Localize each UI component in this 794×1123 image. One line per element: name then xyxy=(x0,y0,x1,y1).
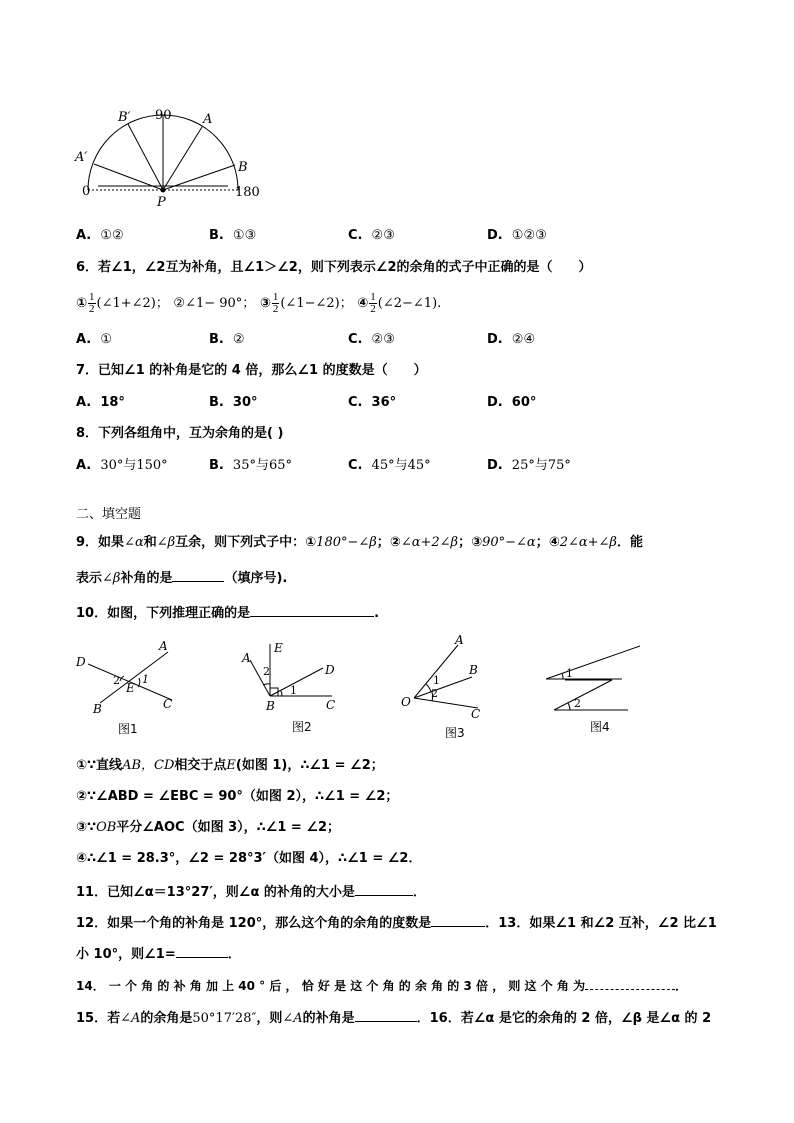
fig3-label-O: O xyxy=(401,695,411,709)
q5-option-b: B. ①③ xyxy=(209,228,257,243)
label-P: P xyxy=(157,195,166,210)
q12: 12．如果一个角的补角是 120°，那么这个角的余角的度数是 ．13．如果∠1 和∠2 互补，∠2 比∠1 xyxy=(76,916,717,931)
fig2-label-B: B xyxy=(266,699,275,713)
label-B-prime: B′ xyxy=(118,110,131,125)
q10-reason-3: ③∵OB平分∠AOC（如图 3），∴∠1 = ∠2； xyxy=(76,820,341,835)
fig4-caption: 图4 xyxy=(590,720,610,734)
q10-reason-1: ①∵直线AB，CD相交于点E(如图 1)，∴∠1 = ∠2； xyxy=(76,758,384,773)
answer-blank[interactable] xyxy=(431,914,485,927)
q5-option-d: D. ①②③ xyxy=(487,228,547,243)
q6-option-b: B. ② xyxy=(209,332,245,347)
q6-option-a: A. ① xyxy=(76,332,112,347)
fig2-label-D: D xyxy=(325,663,335,677)
q10-reason-2: ②∵∠ABD = ∠EBC = 90°（如图 2），∴∠1 = ∠2； xyxy=(76,789,399,804)
fig1-label-C: C xyxy=(163,697,173,711)
fig4-label-2: 2 xyxy=(574,697,581,710)
fig2-label-2: 2 xyxy=(263,665,270,678)
fig2-label-A: A xyxy=(242,651,251,665)
fig2-label-1: 1 xyxy=(290,684,297,697)
q14: 14． 一 个 角 的 补 角 加 上 40 ° 后 ， 恰 好 是 这 个 角 的 余 角 的 3 倍 ， 则 这 个 角 为 ． xyxy=(76,979,688,993)
fig1-line-BA xyxy=(100,652,168,703)
q8-option-b: B. 35°与65° xyxy=(209,458,293,473)
answer-blank[interactable] xyxy=(176,945,228,958)
fig1-label-D: D xyxy=(76,655,86,669)
answer-blank[interactable] xyxy=(585,977,675,990)
fig1-label-B: B xyxy=(93,702,102,716)
fig2-label-E: E xyxy=(274,641,283,655)
q9-line2: 表示∠β补角的是 （填序号). xyxy=(76,571,288,586)
label-B: B xyxy=(238,160,248,175)
q7-stem: 7．已知∠1 的补角是它的 4 倍，那么∠1 的度数是（ ） xyxy=(76,363,427,378)
fig3-label-1: 1 xyxy=(433,674,440,687)
fraction: $\frac{1}{2}$ xyxy=(89,291,95,315)
fig2-label-C: C xyxy=(326,698,336,712)
q13-cont: 小 10°，则∠1= ． xyxy=(76,947,241,962)
fig3-caption: 图3 xyxy=(445,726,465,740)
q9-line1: 9．如果∠α和∠β互余，则下列式子中：①180°−∠β；②∠α+2∠β；③90°−∠α；④2∠α+∠β．能 xyxy=(76,535,643,550)
fig3-label-2: 2 xyxy=(431,687,438,700)
q8-option-c: C. 45°与45° xyxy=(348,458,431,473)
label-90: 90 xyxy=(155,108,172,123)
fig1-label-E: E xyxy=(126,681,135,695)
q10-stem: 10．如图，下列推理正确的是 . xyxy=(76,606,380,621)
q5-option-c: C. ②③ xyxy=(348,228,395,243)
q7-option-b: B. 30° xyxy=(209,395,258,410)
q6-formulas: ① $\frac{1}{2}$ (∠1+∠2)； ②∠1− 90°； ③ $\frac{1}{2}$ (∠1−∠2)； ④ $\frac{1}{2}$ (∠2−∠1). xyxy=(76,291,442,315)
label-A: A xyxy=(203,112,213,127)
q15: 15．若∠A的余角是50°17′28″，则∠A的补角是 ．16．若∠α 是它的余角的 2 倍，∠β 是∠α 的 2 xyxy=(76,1011,712,1026)
answer-blank[interactable] xyxy=(355,883,413,896)
q6-stem: 6．若∠1，∠2互为补角，且∠1＞∠2，则下列表示∠2的余角的式子中正确的是（ ） xyxy=(76,260,592,275)
fig2-caption: 图2 xyxy=(292,720,312,734)
fraction: $\frac{1}{2}$ xyxy=(370,291,376,315)
q6-option-c: C. ②③ xyxy=(348,332,395,347)
q8-option-d: D. 25°与75° xyxy=(487,458,571,473)
q7-option-a: A. 18° xyxy=(76,395,125,410)
fig4-label-1: 1 xyxy=(566,667,573,680)
q7-option-c: C. 36° xyxy=(348,395,397,410)
answer-blank[interactable] xyxy=(355,1009,417,1022)
fig1-label-1: 1 xyxy=(142,673,149,686)
q8-stem: 8．下列各组角中，互为余角的是( ) xyxy=(76,426,284,441)
label-A-prime: A′ xyxy=(75,150,88,165)
fig3-label-C: C xyxy=(471,707,481,721)
fig1-label-2: 2 xyxy=(113,674,120,687)
fig1-label-A: A xyxy=(159,639,168,653)
fig4-line-upper-slant xyxy=(546,646,640,679)
q7-option-d: D. 60° xyxy=(487,395,537,410)
fraction: $\frac{1}{2}$ xyxy=(272,291,279,315)
fig3-label-A: A xyxy=(455,633,464,647)
q11: 11．已知∠α＝13°27′，则∠α 的补角的大小是 ． xyxy=(76,885,426,900)
label-0: 0 xyxy=(82,184,91,199)
q5-option-a: A. ①② xyxy=(76,228,124,243)
fig1-caption: 图1 xyxy=(118,722,138,736)
fig3-ray-OC xyxy=(414,698,478,708)
fig4-line-lower-slant xyxy=(554,680,612,710)
section-title: 二、填空题 xyxy=(76,507,142,522)
fig3-label-B: B xyxy=(469,663,478,677)
q6-option-d: D. ②④ xyxy=(487,332,536,347)
q10-reason-4: ④∴∠1 = 28.3°，∠2 = 28°3′（如图 4），∴∠1 = ∠2． xyxy=(76,851,422,866)
q8-option-a: A. 30°与150° xyxy=(76,458,168,473)
label-180: 180 xyxy=(235,185,260,200)
